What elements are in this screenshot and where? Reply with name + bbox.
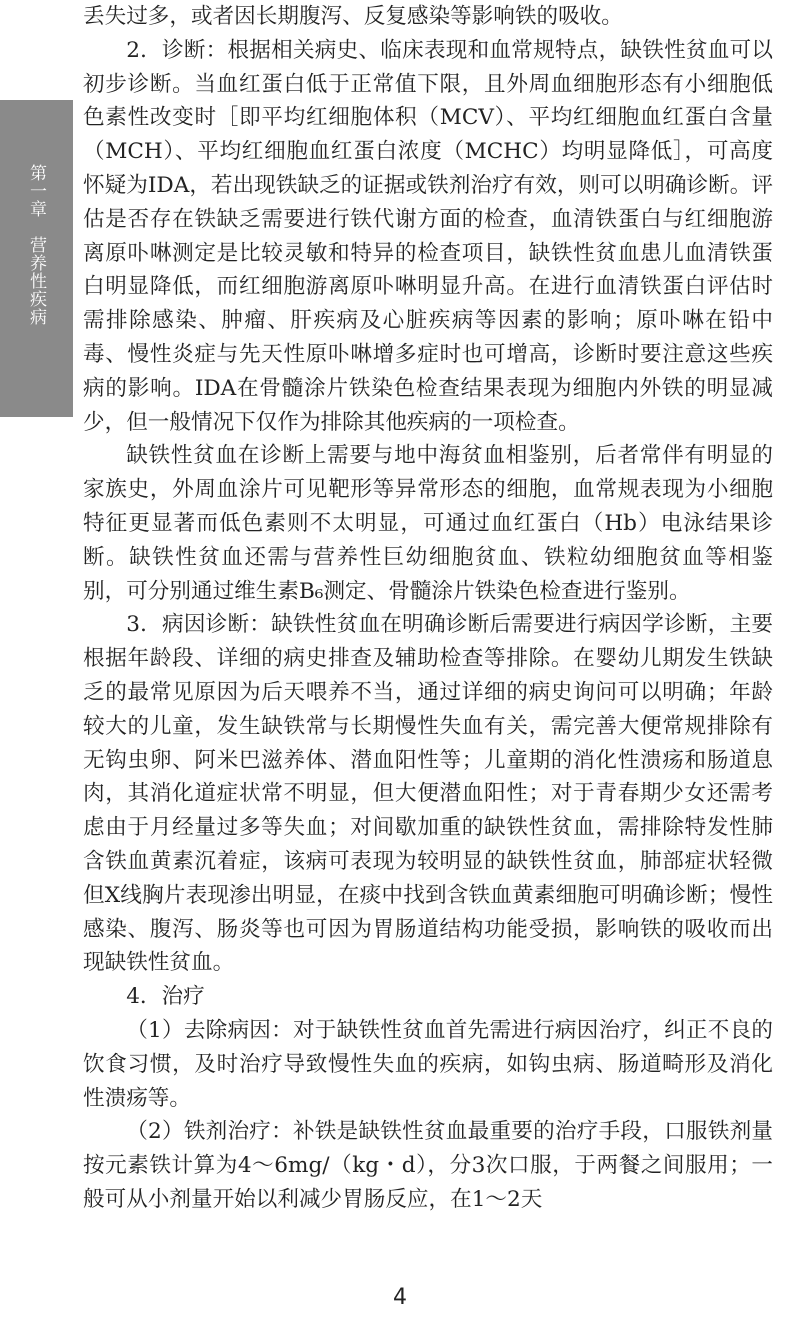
paragraph: 2．诊断：根据相关病史、临床表现和血常规特点，缺铁性贫血可以初步诊断。当血红蛋白低于正常值下限，且外周血细胞形态有小细胞低色素性改变时［即平均红细胞体积（MCV）、平均红细胞血红蛋白含量（MCH）、平均红细胞血红蛋白浓度（MCHC）均明显降低］，可高度怀疑为IDA，若出现铁缺乏的证据或铁剂治疗有效，则可以明确诊断。评估是否存在铁缺乏需要进行铁代谢方面的检查，血清铁蛋白与红细胞游离原卟啉测定是比较灵敏和特异的检查项目，缺铁性贫血患儿血清铁蛋白明显降低，而红细胞游离原卟啉明显升高。在进行血清铁蛋白评估时需排除感染、肿瘤、肝疾病及心脏疾病等因素的影响；原卟啉在铅中毒、慢性炎症与先天性原卟啉增多症时也可增高，诊断时要注意这些疾病的影响。IDA在骨髓涂片铁染色检查结果表现为细胞内外铁的明显减少，但一般情况下仅作为排除其他疾病的一项检查。: [83, 37, 773, 435]
body-text: [83, 0, 773, 1217]
paragraph-heading: 4．治疗: [126, 984, 205, 1010]
chapter-title: 第一章 营养性疾病: [26, 164, 46, 326]
paragraph: （2）铁剂治疗：补铁是缺铁性贫血最重要的治疗手段，口服铁剂量按元素铁计算为4～6mg/（kg・d），分3次口服，于两餐之间服用；一般可从小剂量开始以利减少胃肠反应，在1～2天: [83, 1119, 773, 1212]
page-number: 4: [393, 1285, 407, 1310]
chapter-side-tab: [0, 100, 73, 417]
paragraph: 缺铁性贫血在诊断上需要与地中海贫血相鉴别，后者常伴有明显的家族史，外周血涂片可见靶形等异常形态的细胞，血常规表现为小细胞特征更显著而低色素则不太明显，可通过血红蛋白（Hb）电泳结果诊断。缺铁性贫血还需与营养性巨幼细胞贫血、铁粒幼细胞贫血等相鉴别，可分别通过维生素B₆测定、骨髓涂片铁染色检查进行鉴别。: [83, 443, 773, 604]
paragraph: （1）去除病因：对于缺铁性贫血首先需进行病因治疗，纠正不良的饮食习惯，及时治疗导致慢性失血的疾病，如钩虫病、肠道畸形及消化性溃疡等。: [83, 1017, 773, 1111]
paragraph: 3．病因诊断：缺铁性贫血在明确诊断后需要进行病因学诊断，主要根据年龄段、详细的病史排查及辅助检查等排除。在婴幼儿期发生铁缺乏的最常见原因为后天喂养不当，通过详细的病史询问可以明确；年龄较大的儿童，发生缺铁常与长期慢性失血有关，需完善大便常规排除有无钩虫卵、阿米巴滋养体、潜血阳性等；儿童期的消化性溃疡和肠道息肉，其消化道症状常不明显，但大便潜血阳性；对于青春期少女还需考虑由于月经量过多等失血；对间歇加重的缺铁性贫血，需排除特发性肺含铁血黄素沉着症，该病可表现为较明显的缺铁性贫血，肺部症状轻微但X线胸片表现渗出明显，在痰中找到含铁血黄素细胞可明确诊断；慢性感染、腹泻、肠炎等也可因为胃肠道结构功能受损，影响铁的吸收而出现缺铁性贫血。: [83, 612, 773, 976]
paragraph: 丢失过多，或者因长期腹泻、反复感染等影响铁的吸收。: [83, 4, 623, 29]
